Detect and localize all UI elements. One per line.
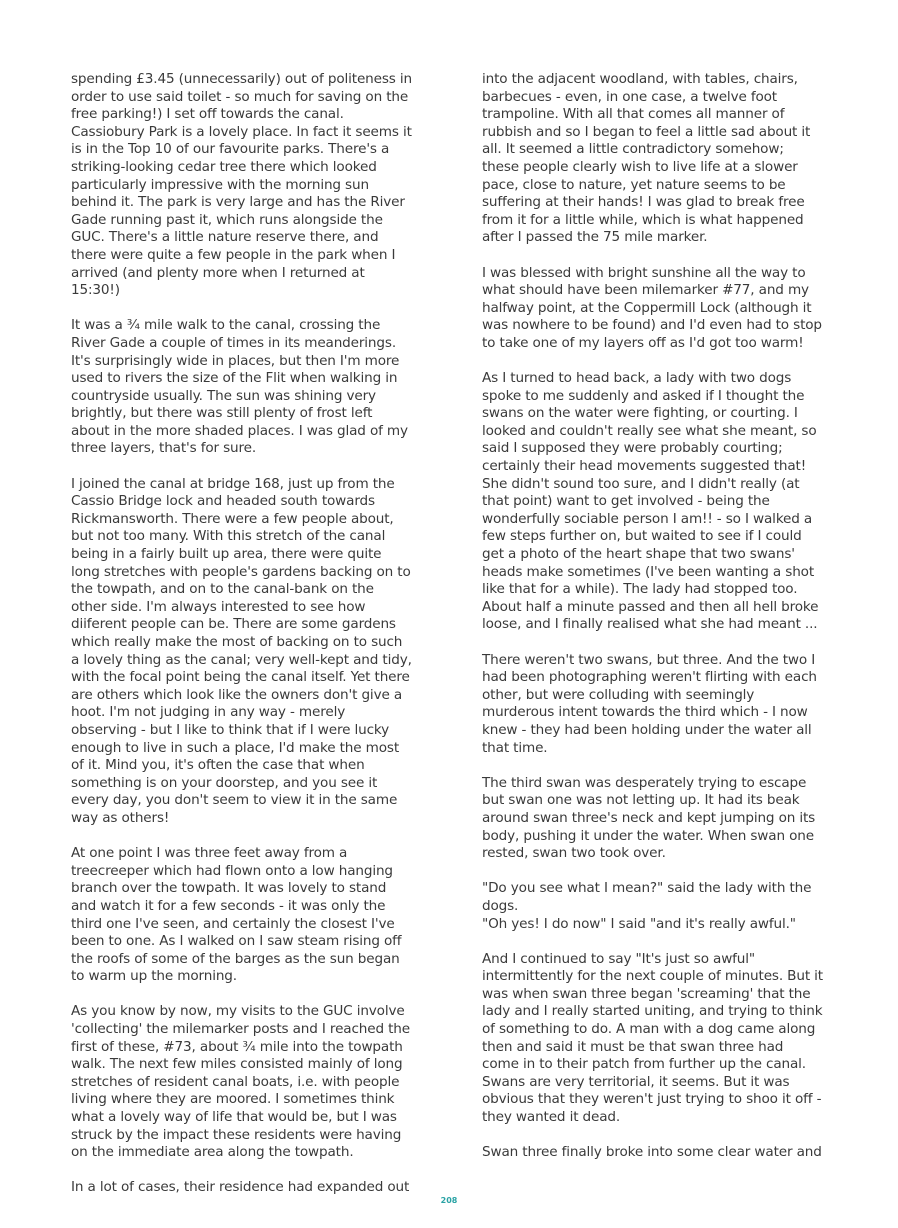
paragraph: I was blessed with bright sunshine all the way to what should have been milemarker #77, and my halfway point, at the Coppermill Lock (although it was nowhere to be found) and I'd even had to stop to take one of my layers off as I'd got too warm!: [482, 264, 822, 351]
paragraph: At one point I was three feet away from a treecreeper which had flown onto a low hanging branch over the towpath. It was lovely to stand and watch it for a few seconds - it was only the third one I've seen, and certainly the closest I've been to one. As I walked on I saw steam rising off the roofs of some of the barges as the sun began to warm up the morning.: [71, 845, 402, 985]
right-column: [482, 71, 824, 1179]
paragraph: "Oh yes! I do now" I said "and it's really awful.": [482, 915, 796, 932]
paragraph: The third swan was desperately trying to escape but swan one was not letting up. It had its beak around swan three's neck and kept jumping on its body, pushing it under the water. When swan one rested, swan two took over.: [482, 774, 816, 862]
paragraph: Swan three finally broke into some clear water and: [482, 1144, 822, 1161]
paragraph: As you know by now, my visits to the GUC involve 'collecting' the milemarker posts and I reached the first of these, #73, about ¾ mile into the towpath walk. The next few miles consisted mainly of long stretches of resident canal boats, i.e. with people living where they are moored. I sometimes think what a lovely way of life that would be, but I was struck by the impact these residents were having on the immediate area along the towpath.: [71, 1003, 410, 1161]
left-column: [71, 71, 413, 1215]
paragraph: It was a ¾ mile walk to the canal, crossing the River Gade a couple of times in its meanderings. It's surprisingly wide in places, but then I'm more used to rivers the size of the Flit when walking in countryside usually. The sun was shining very brightly, but there was still plenty of frost left about in the more shaded places. I was glad of my three layers, that's for sure.: [71, 317, 408, 457]
paragraph: In a lot of cases, their residence had expanded out: [71, 1179, 410, 1196]
paragraph: As I turned to head back, a lady with two dogs spoke to me suddenly and asked if I thought the swans on the water were fighting, or courting. I looked and couldn't really see what she meant, so said I supposed they were probably courting; certainly their head movements suggested that! She didn't sound too sure, and I didn't really (at that point) want to get involved - being the wonderfully sociable person I am!! - so I walked a few steps further on, but waited to see if I could get a photo of the heart shape that two swans' heads make sometimes (I've been wanting a shot like that for a while). The lady had stopped too. About half a minute passed and then all hell broke loose, and I finally realised what she had meant ...: [482, 370, 819, 633]
paragraph: spending £3.45 (unnecessarily) out of politeness in order to use said toilet - so much for saving on the free parking!) I set off towards the canal. Cassiobury Park is a lovely place. In fact it seems it is in the Top 10 of our favourite parks. There's a striking-looking cedar tree there which looked particularly impressive with the morning sun behind it. The park is very large and has the River Gade running past it, which runs alongside the GUC. There's a little nature reserve there, and there were quite a few people in the park when I arrived (and plenty more when I returned at 15:30!): [71, 71, 412, 299]
paragraph: into the adjacent woodland, with tables, chairs, barbecues - even, in one case, a twelve foot trampoline. With all that comes all manner of rubbish and so I began to feel a little sad about it all. It seemed a little contradictory somehow; these people clearly wish to live life at a slower pace, close to nature, yet nature seems to be suffering at their hands! I was glad to break free from it for a little while, which is what happened after I passed the 75 mile marker.: [482, 71, 811, 246]
paragraph: I joined the canal at bridge 168, just up from the Cassio Bridge lock and headed south towards Rickmansworth. There were a few people about, but not too many. With this stretch of the canal being in a fairly built up area, there were quite long stretches with people's gardens backing on to the towpath, and on to the canal-bank on the other side. I'm always interested to see how diiferent people can be. There are some gardens which really make the most of backing on to such a lovely thing as the canal; very well-kept and tidy, with the focal point being the canal itself. Yet there are others which look like the owners don't give a hoot. I'm not judging in any way - merely observing - but I like to think that if I were lucky enough to live in such a place, I'd make the most of it. Mind you, it's often the case that when something is on your doorstep, and you see it every day, you don't seem to view it in the same way as others!: [71, 475, 412, 826]
page-number: 208: [440, 1196, 458, 1205]
paragraph: And I continued to say "It's just so awful" intermittently for the next couple of minutes. But it was when swan three began 'screaming' that the lady and I really started uniting, and trying to think of something to do. A man with a dog came along then and said it must be that swan three had come in to their patch from further up the canal. Swans are very territorial, it seems. But it was obvious that they weren't just trying to shoo it off - they wanted it dead.: [482, 950, 823, 1126]
paragraph: "Do you see what I mean?" said the lady with the dogs.: [482, 880, 812, 914]
paragraph: There weren't two swans, but three. And the two I had been photographing weren't flirting with each other, but were colluding with seemingly murderous intent towards the third which - I now knew - they had been holding under the water all that time.: [482, 651, 817, 756]
